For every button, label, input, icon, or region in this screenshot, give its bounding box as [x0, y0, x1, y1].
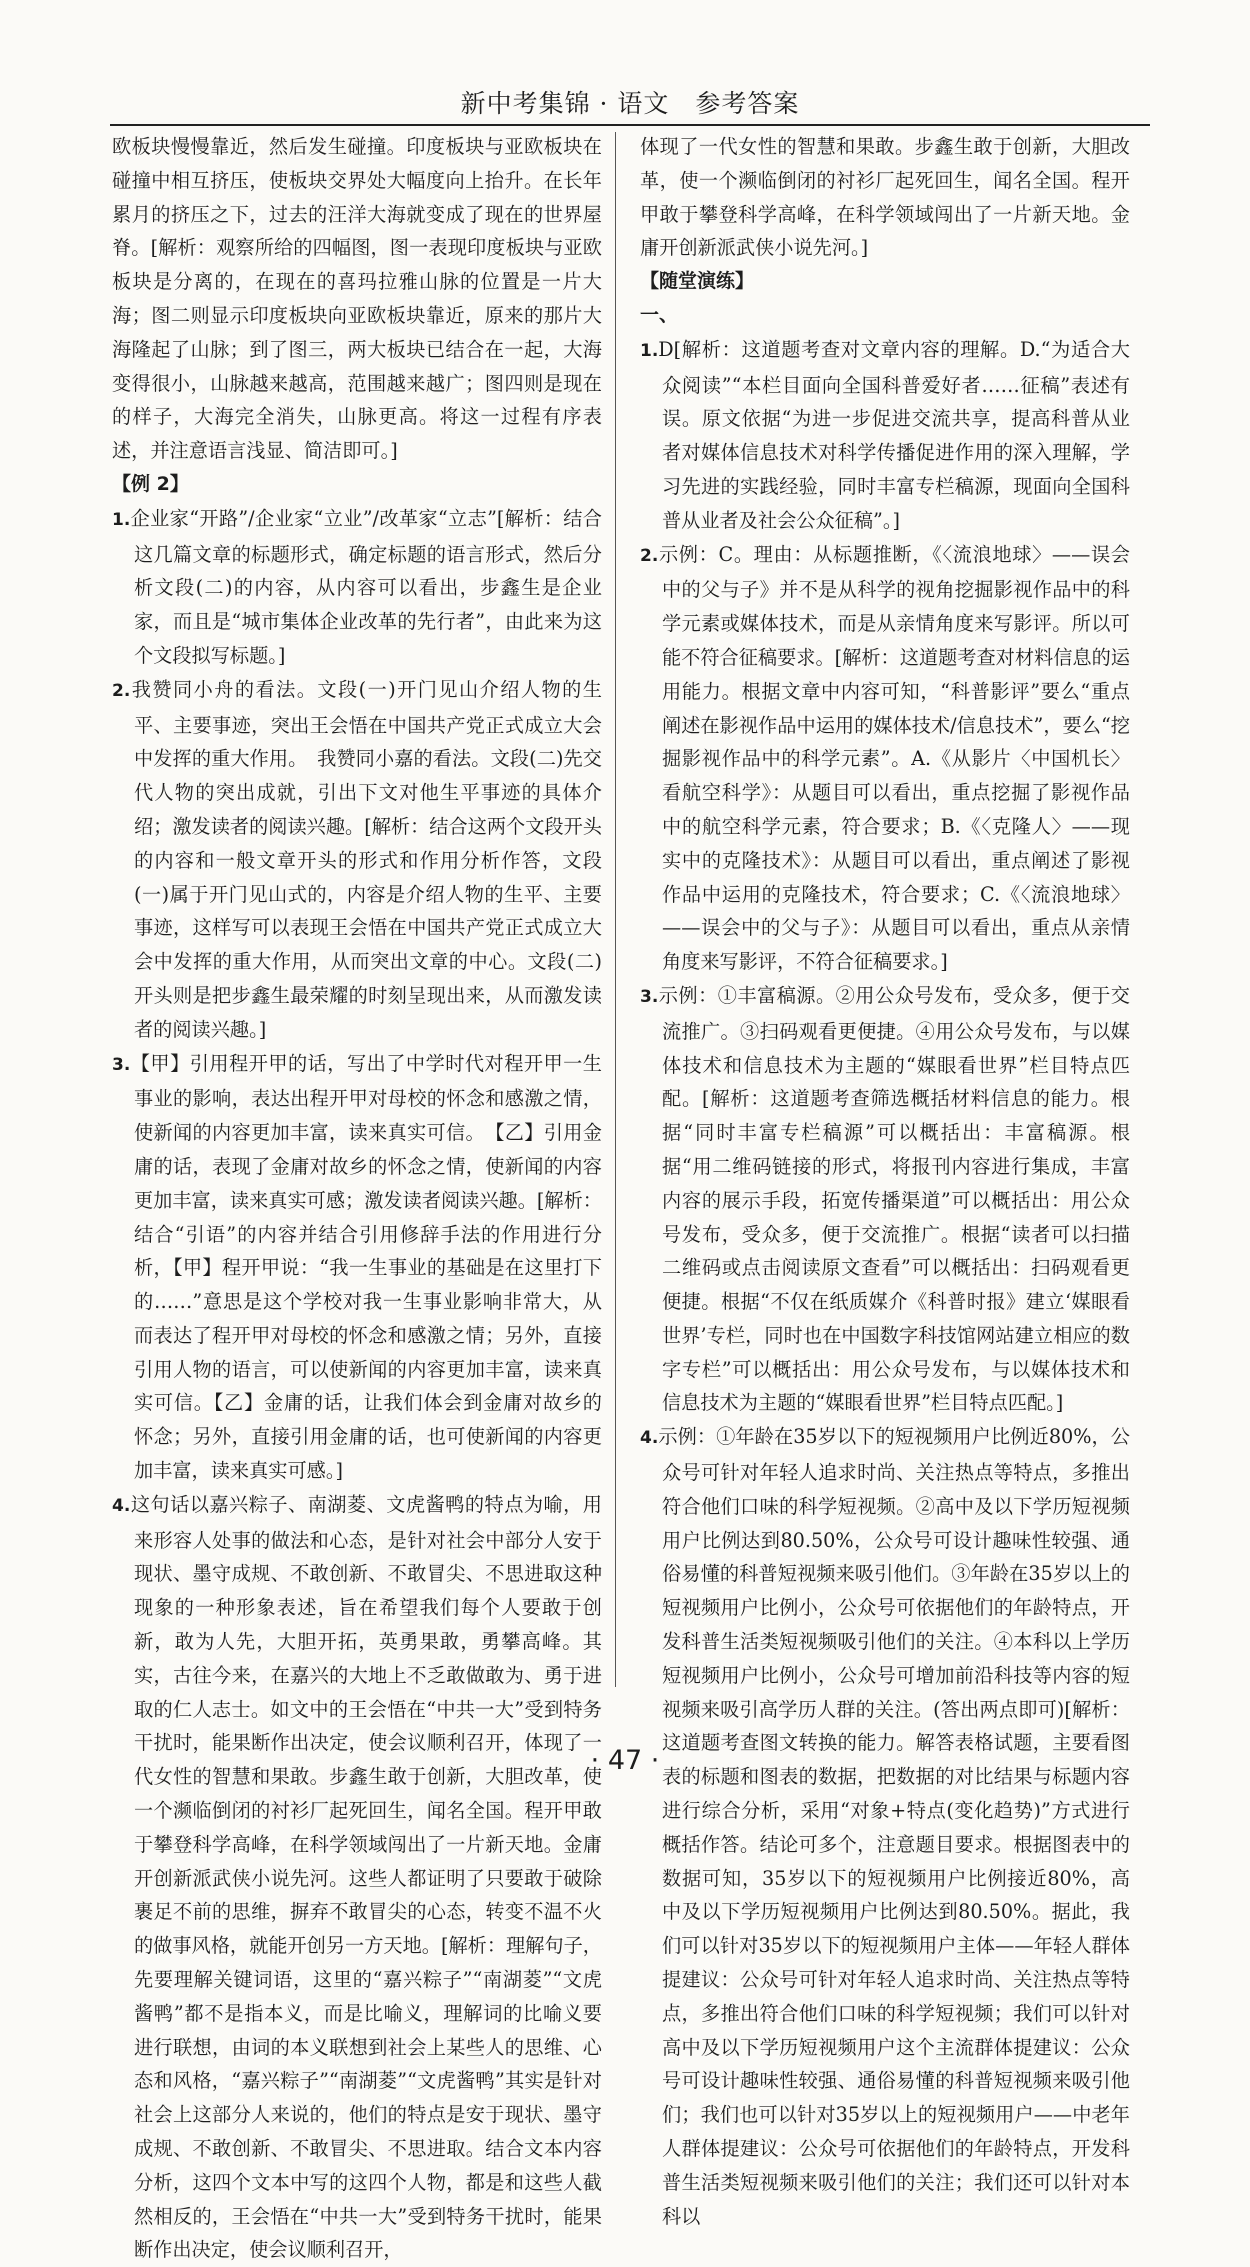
- section-heading-practice: 【随堂演练】: [640, 270, 755, 293]
- answer-item: [640, 538, 1130, 979]
- item-text: D[解析：这道题考查对文章内容的理解。D.“为适合大众阅读”“本栏目面向全国科普爱好者……征稿”表述有误。原文依据“为进一步促进交流共享，提高科普从业者对媒体信息技术对科学传播促进作用的深入理解，学习先进的实践经验，同时丰富专栏稿源，现面向全国科普从业者及社会公众征稿”。]: [658, 337, 1130, 532]
- item-text: 企业家“开路”/企业家“立业”/改革家“立志”[解析：结合这几篇文章的标题形式，确定标题的语言形式，然后分析文段(二)的内容，从内容可以看出，步鑫生是企业家，而且是“城市集体企业改革的先行者”，由此来为这个文段拟写标题。]: [130, 506, 602, 667]
- item-number: 3.: [112, 1054, 131, 1075]
- right-column: [640, 130, 1130, 2228]
- right-continuation-paragraph: 体现了一代女性的智慧和果敢。步鑫生敢于创新，大胆改革，使一个濒临倒闭的衬衫厂起死回生，闻名全国。程开甲敢于攀登科学高峰，在科学领域闯出了一片新天地。金庸开创新派武侠小说先河。]: [640, 135, 1130, 260]
- item-text: 这句话以嘉兴粽子、南湖菱、文虎酱鸭的特点为喻，用来形容人处事的做法和心态，是针对社会中部分人安于现状、墨守成规、不敢创新、不敢冒尖、不思进取这种现象的一种形象表述，旨在希望我们每个人要敢于创新，敢为人先，大胆开拓，英勇果敢，勇攀高峰。其实，古往今来，在嘉兴的大地上不乏敢做敢为、勇于进取的仁人志士。如文中的王会悟在“中共一大”受到特务干扰时，能果断作出决定，使会议顺利召开，体现了一代女性的智慧和果敢。步鑫生敢于创新，大胆改革，使一个濒临倒闭的衬衫厂起死回生，闻名全国。程开甲敢于攀登科学高峰，在科学领域闯出了一片新天地。金庸开创新派武侠小说先河。这些人都证明了只要敢于破除裹足不前的思维，摒弃不敢冒尖的心态，转变不温不火的做事风格，就能开创另一方天地。[解析：理解句子，先要理解关键词语，这里的“嘉兴粽子”“南湖菱”“文虎酱鸭”都不是指本义，而是比喻义，理解词的比喻义要进行联想，由词的本义联想到社会上某些人的思维、心态和风格，“嘉兴粽子”“南湖菱”“文虎酱鸭”其实是针对社会上这部分人来说的，他们的特点是安于现状、墨守成规、不敢创新、不敢冒尖、不思进取。结合文本内容分析，这四个文本中写的这四个人物，都是和这些人截然相反的，王会悟在“中共一大”受到特务干扰时，能果断作出决定，使会议顺利召开，: [130, 1492, 602, 2262]
- item-number: 4.: [640, 1428, 659, 1449]
- answer-item: [112, 502, 602, 673]
- item-text: 我赞同小舟的看法。文段(一)开门见山介绍人物的生平、主要事迹，突出王会悟在中国共产党正式成立大会中发挥的重大作用。 我赞同小嘉的看法。文段(二)先交代人物的突出成就，引出下文对他生平事迹的具体介绍；激发读者的阅读兴趣。[解析：结合这两个文段开头的内容和一般文章开头的形式和作用分析作答，文段(一)属于开门见山式的，内容是介绍人物的生平、主要事迹，这样写可以表现王会悟在中国共产党正式成立大会中发挥的重大作用，从而突出文章的中心。文段(二)开头则是把步鑫生最荣耀的时刻呈现出来，从而激发读者的阅读兴趣。]: [130, 677, 602, 1041]
- answer-item: [112, 1488, 602, 2267]
- item-text: 示例：①年龄在35岁以下的短视频用户比例近80%，公众号可针对年轻人追求时尚、关注热点等特点，多推出符合他们口味的科学短视频。②高中及以下学历短视频用户比例达到80.50%，公众号可设计趣味性较强、通俗易懂的科普短视频来吸引他们。③年龄在35岁以上的短视频用户比例小，公众号可依据他们的年龄特点，开发科普生活类短视频吸引他们的关注。④本科以上学历短视频用户比例小，公众号可增加前沿科技等内容的短视频来吸引高学历人群的关注。(答出两点即可)[解析：这道题考查图文转换的能力。解答表格试题，主要看图表的标题和图表的数据，把数据的对比结果与标题内容进行综合分析，采用“对象+特点(变化趋势)”方式进行概括作答。结论可多个，注意题目要求。根据图表中的数据可知，35岁以下的短视频用户比例接近80%，高中及以下学历短视频用户比例达到80.50%。据此，我们可以针对35岁以下的短视频用户主体——年轻人群体提建议：公众号可针对年轻人追求时尚、关注热点等特点，多推出符合他们口味的科学短视频；我们可以针对高中及以下学历短视频用户这个主流群体提建议：公众号可设计趣味性较强、通俗易懂的科普短视频来吸引他们；我们也可以针对35岁以上的短视频用户——中老年人群体提建议：公众号可依据他们的年龄特点，开发科普生活类短视频来吸引他们的关注；我们还可以针对本科以: [658, 1425, 1130, 2228]
- item-number: 1.: [112, 509, 131, 530]
- page-number: · 47 ·: [590, 1745, 660, 1776]
- item-number: 3.: [640, 986, 659, 1007]
- header-title: 新中考集锦 · 语文 参考答案: [460, 89, 800, 118]
- answer-item: [640, 1420, 1130, 2233]
- answer-item: [112, 1047, 602, 1488]
- running-header: [110, 78, 1150, 126]
- item-text: 【甲】引用程开甲的话，写出了中学时代对程开甲一生事业的影响，表达出程开甲对母校的怀念和感激之情，使新闻的内容更加丰富，读来真实可信。 【乙】引用金庸的话，表现了金庸对故乡的怀念之情，使新闻的内容更加丰富，读来真实可感；激发读者阅读兴趣。[解析：结合“引语”的内容并结合引用修辞手法的作用进行分析，【甲】程开甲说：“我一生事业的基础是在这里打下的……”意思是这个学校对我一生事业影响非常大，从而表达了程开甲对母校的怀念和感激之情；另外，直接引用人物的语言，可以使新闻的内容更加丰富，读来真实可信。【乙】金庸的话，让我们体会到金庸对故乡的怀念；另外，直接引用金庸的话，也可使新闻的内容更加丰富，读来真实可感。]: [130, 1051, 602, 1483]
- answer-item: [640, 333, 1130, 538]
- item-number: 4.: [112, 1495, 131, 1516]
- left-intro-paragraph: 欧板块慢慢靠近，然后发生碰撞。印度板块与亚欧板块在碰撞中相互挤压，使板块交界处大幅度向上抬升。在长年累月的挤压之下，过去的汪洋大海就变成了现在的世界屋脊。[解析：观察所给的四幅图，图一表现印度板块与亚欧板块是分离的，在现在的喜玛拉雅山脉的位置是一片大海；图二则显示印度板块向亚欧板块靠近，原来的那片大海隆起了山脉；到了图三，两大板块已结合在一起，大海变得很小，山脉越来越高，范围越来越广；图四则是现在的样子，大海完全消失，山脉更高。将这一过程有序表述，并注意语言浅显、简洁即可。]: [112, 135, 602, 463]
- subsection-label: 一、: [640, 303, 679, 326]
- answer-item: [112, 673, 602, 1047]
- item-text: 示例：①丰富稿源。②用公众号发布，受众多，便于交流推广。③扫码观看更便捷。④用公众号发布，与以媒体技术和信息技术为主题的“媒眼看世界”栏目特点匹配。[解析：这道题考查筛选概括材料信息的能力。根据“同时丰富专栏稿源”可以概括出：丰富稿源。根据“用二维码链接的形式，将报刊内容进行集成，丰富内容的展示手段，拓宽传播渠道”可以概括出：用公众号发布，受众多，便于交流推广。根据“读者可以扫描二维码或点击阅读原文查看”可以概括出：扫码观看更便捷。根据“不仅在纸质媒介《科普时报》建立‘媒眼看世界’专栏，同时也在中国数字科技馆网站建立相应的数字专栏”可以概括出：用公众号发布，与以媒体技术和信息技术为主题的“媒眼看世界”栏目特点匹配。]: [658, 983, 1130, 1415]
- item-number: 1.: [640, 340, 659, 361]
- column-divider: [615, 132, 616, 1687]
- answer-item: [640, 979, 1130, 1420]
- item-number: 2.: [640, 545, 659, 566]
- left-column: [112, 130, 602, 2262]
- item-number: 2.: [112, 680, 131, 701]
- item-text: 示例：C。理由：从标题推断，《〈流浪地球〉——误会中的父与子》并不是从科学的视角挖掘影视作品中的科学元素或媒体技术，而是从亲情角度来写影评。所以可能不符合征稿要求。[解析：这道题考查对材料信息的运用能力。根据文章中内容可知，“科普影评”要么“重点阐述在影视作品中运用的媒体技术/信息技术”，要么“挖掘影视作品中的科学元素”。A.《从影片〈中国机长〉看航空科学》：从题目可以看出，重点挖掘了影视作品中的航空科学元素，符合要求；B.《〈克隆人〉——现实中的克隆技术》：从题目可以看出，重点阐述了影视作品中运用的克隆技术，符合要求；C.《〈流浪地球〉——误会中的父与子》：从题目可以看出，重点从亲情角度来写影评，不符合征稿要求。]: [658, 542, 1130, 974]
- section-heading-example-2: 【例 2】: [112, 472, 189, 495]
